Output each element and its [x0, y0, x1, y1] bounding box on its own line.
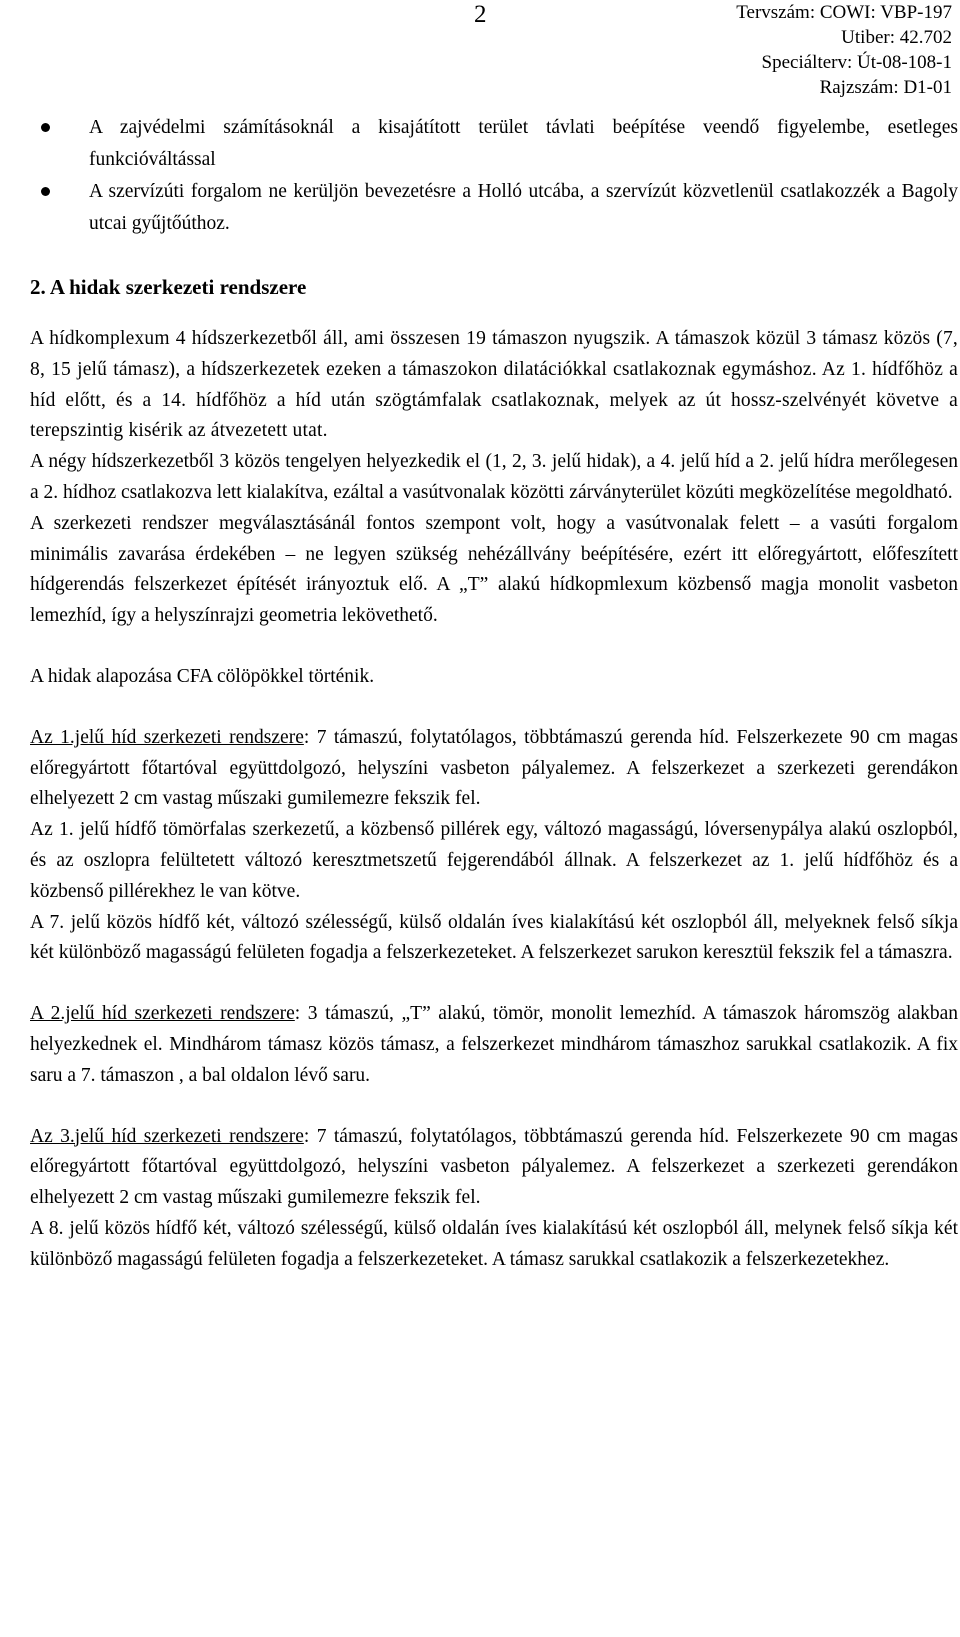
document-body [30, 112, 958, 1276]
document-header [736, 0, 952, 100]
paragraph-layout: A négy hídszerkezetből 3 közös tengelyen helyezkedik el (1, 2, 3. jelű hidak), a 4. jelű híd a 2. jelű hídra merőlegesen a 2. hídhoz csatlakozva lett kialakítva, ezáltal a vasútvonalak közötti zárványterület közúti megközelítése megoldható. [30, 451, 958, 503]
paragraph-bridge-3 [30, 1122, 958, 1214]
header-special-plan: Speciálterv: Út-08-108-1 [761, 52, 952, 73]
paragraph-bridge-2 [30, 999, 958, 1091]
bullet-item: A zajvédelmi számításoknál a kisajátított terület távlati beépítése veendő figyelembe, esetleges funkcióváltással [30, 112, 958, 176]
paragraph-bridge-3-support: A 8. jelű közös hídfő két, változó szélességű, külső oldalán íves kialakítású két oszlopból áll, melynek felső síkja két különböző magasságú felületen fogadja a felszerkezeteket. A támasz sarukkal csatlakozik a felszerkezetekhez. [30, 1217, 958, 1270]
page-number: 2 [474, 1, 487, 28]
bridge-2-text: : 3 támaszú, „T” alakú, tömör, monolit lemezhíd. A támaszok háromszög alakban helyezkednek el. Mindhárom támasz közös támasz, a felszerkezet mindhárom támaszhoz sarukkal csatlakozik. A fix saru a 7. támaszon , a bal oldalon lévő saru. [30, 1003, 958, 1086]
paragraph-structure-choice: A szerkezeti rendszer megválasztásánál fontos szempont volt, hogy a vasútvonalak felett – a vasúti forgalom minimális zavarása érdekében – ne legyen szükség nehézállvány beépítésére, ezért itt előregyártott, előfeszített hídgerendás felszerkezet építését irányoztuk elő. A „T” alakú hídkopmlexum közbenső magja monolit vasbeton lemezhíd, így a helyszínrajzi geometria lekövethető. [30, 512, 958, 627]
paragraph-foundation: A hidak alapozása CFA cölöpökkel történik. [30, 665, 375, 687]
header-drawing-number: Rajzszám: D1-01 [819, 77, 952, 98]
bridge-3-text: : 7 támaszú, folytatólagos, többtámaszú gerenda híd. Felszerkezete 90 cm magas előregyártott főtartóval együttdolgozó, helyszíni vasbeton pályalemez. A felszerkezet a szerkezeti gerendákon elhelyezett 2 cm vastag műszaki gumilemezre fekszik fel. [30, 1125, 958, 1209]
bridge-1-heading: Az 1.jelű híd szerkezeti rendszere [30, 726, 304, 748]
bullet-item: A szervízúti forgalom ne kerüljön bevezetésre a Holló utcába, a szervízút közvetlenül csatlakozzék a Bagoly utcai gyűjtőúthoz. [30, 176, 958, 240]
header-plan-number: Tervszám: COWI: VBP-197 [736, 2, 952, 23]
paragraph-bridge-1-abutment: Az 1. jelű hídfő tömörfalas szerkezetű, a közbenső pillérek egy, változó magasságú, lóversenypálya alakú oszlopból, és az oszlopra felültetett változó keresztmetszetű fejgerendából állnak. A felszerkezet az 1. jelű hídfőhöz és a közbenső pillérekhez le van kötve. [30, 819, 958, 902]
bullet-list [30, 112, 958, 240]
paragraph-intro: A hídkomplexum 4 hídszerkezetből áll, ami összesen 19 támaszon nyugszik. A támaszok közül 3 támasz közös (7, 8, 15 jelű támasz), a hídszerkezetek ezeken a támaszokon dilatációkkal csatlakoznak egymáshoz. Az 1. hídfőhöz a híd előtt, és a 14. hídfőhöz a híd után szögtámfalak csatlakoznak, melyek az út hossz-szelvényét követve a terepszintig kisérik az átvezetett utat. [30, 328, 958, 442]
bridge-2-heading: A 2.jelű híd szerkezeti rendszere [30, 1003, 295, 1025]
bridge-1-text: : 7 támaszú, folytatólagos, többtámaszú gerenda híd. Felszerkezete 90 cm magas előregyártott főtartóval együttdolgozó, helyszíni vasbeton pályalemez. A felszerkezet a szerkezeti gerendákon elhelyezett 2 cm vastag műszaki gumilemezre fekszik fel. [30, 726, 958, 810]
section-heading: 2. A hidak szerkezeti rendszere [30, 275, 307, 299]
bridge-3-heading: Az 3.jelű híd szerkezeti rendszere [30, 1125, 304, 1147]
paragraph-bridge-1 [30, 723, 958, 815]
paragraph-bridge-1-support: A 7. jelű közös hídfő két, változó szélességű, külső oldalán íves kialakítású két oszlopból áll, melyeknek felső síkja két különböző magasságú felületen fogadja a felszerkezeteket. A felszerkezet sarukon keresztül fekszik fel a támaszra. [30, 911, 958, 964]
header-utiber: Utiber: 42.702 [841, 27, 952, 48]
